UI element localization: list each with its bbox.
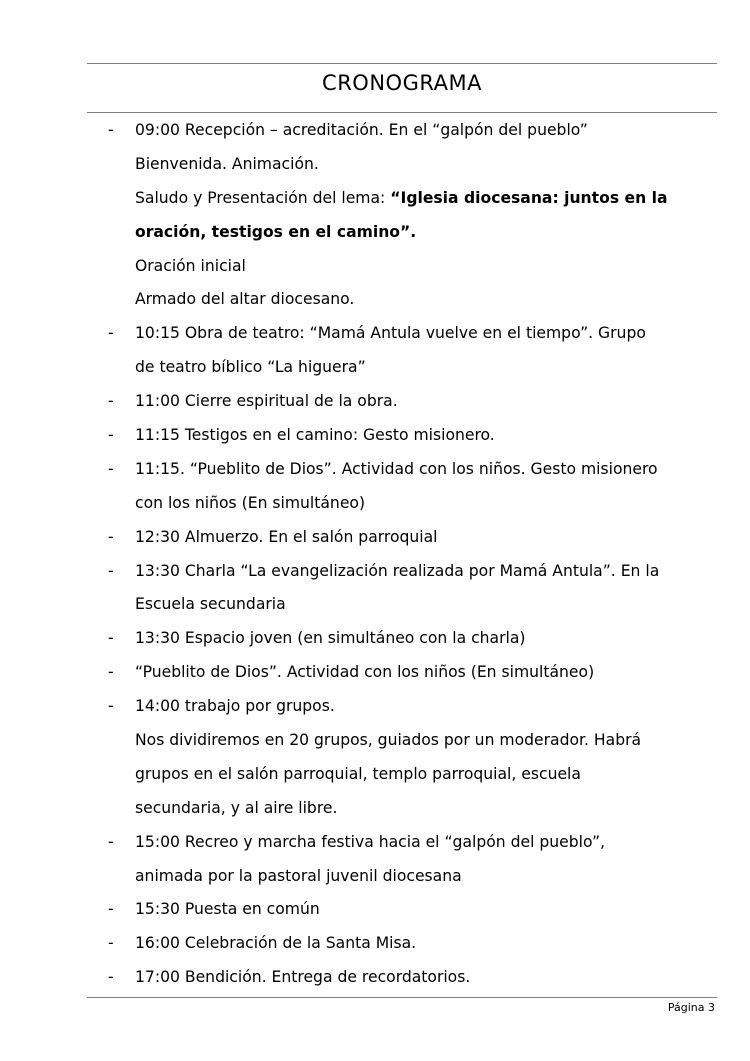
- item-text: Nos dividiremos en 20 grupos, guiados por un moderador. Habrá: [135, 731, 642, 750]
- schedule-item-0900: [108, 114, 723, 148]
- item-text: 12:30 Almuerzo. En el salón parroquial: [135, 527, 438, 546]
- schedule-item-1700: [108, 961, 723, 995]
- bullet-dash: -: [108, 459, 114, 478]
- bullet-dash: -: [108, 968, 114, 987]
- schedule-item-continuation: [108, 758, 723, 792]
- schedule-item-1115-kids: [108, 453, 723, 487]
- schedule-item-continuation: [108, 588, 723, 622]
- schedule-item-continuation: [108, 283, 723, 317]
- bullet-dash: -: [108, 900, 114, 919]
- bullet-dash: -: [108, 697, 114, 716]
- schedule-item-1330-youth: [108, 622, 723, 656]
- schedule-item-1400: [108, 690, 723, 724]
- item-text: secundaria, y al aire libre.: [135, 798, 338, 817]
- schedule-item-1600: [108, 927, 723, 961]
- schedule-item-continuation: [108, 792, 723, 826]
- schedule-item-1500: [108, 826, 723, 860]
- footer-rule: [87, 997, 717, 998]
- motto-text: oración, testigos en el camino”.: [135, 222, 417, 241]
- schedule-item-continuation: [108, 351, 723, 385]
- bullet-dash: -: [108, 392, 114, 411]
- item-text: de teatro bíblico “La higuera”: [135, 358, 366, 377]
- bullet-dash: -: [108, 527, 114, 546]
- item-text: 11:15. “Pueblito de Dios”. Actividad con los niños. Gesto misionero: [135, 459, 658, 478]
- item-text: 10:15 Obra de teatro: “Mamá Antula vuelve en el tiempo”. Grupo: [135, 324, 646, 343]
- schedule-item-continuation: [108, 216, 723, 250]
- item-text: 11:15 Testigos en el camino: Gesto misionero.: [135, 426, 495, 445]
- schedule-item-continuation: [108, 148, 723, 182]
- bullet-dash: -: [108, 832, 114, 851]
- schedule-list: [108, 114, 723, 995]
- bullet-dash: -: [108, 121, 114, 139]
- motto-text: “Iglesia diocesana: juntos en la: [390, 188, 668, 207]
- schedule-item-continuation: [108, 724, 723, 758]
- bullet-dash: -: [108, 324, 114, 343]
- bullet-dash: -: [108, 561, 114, 580]
- item-text: grupos en el salón parroquial, templo parroquial, escuela: [135, 764, 581, 783]
- page-title: CRONOGRAMA: [322, 71, 482, 95]
- page-number: Página 3: [667, 1001, 715, 1014]
- item-text: Saludo y Presentación del lema:: [135, 188, 391, 207]
- schedule-item-kids: [108, 656, 723, 690]
- schedule-item-1100: [108, 385, 723, 419]
- item-text: Bienvenida. Animación.: [135, 154, 319, 173]
- item-text: 15:30 Puesta en común: [135, 900, 320, 919]
- schedule-item-continuation: [108, 182, 723, 216]
- item-text: “Pueblito de Dios”. Actividad con los niños (En simultáneo): [135, 663, 595, 682]
- item-text: con los niños (En simultáneo): [135, 493, 366, 512]
- item-text: 16:00 Celebración de la Santa Misa.: [135, 934, 417, 953]
- schedule-item-1115: [108, 419, 723, 453]
- schedule-item-continuation: [108, 250, 723, 284]
- bullet-dash: -: [108, 663, 114, 682]
- item-text: 11:00 Cierre espiritual de la obra.: [135, 392, 398, 411]
- item-text: 17:00 Bendición. Entrega de recordatorios.: [135, 968, 471, 987]
- schedule-item-1330: [108, 555, 723, 589]
- bullet-dash: -: [108, 426, 114, 445]
- item-text: 13:30 Espacio joven (en simultáneo con la charla): [135, 629, 526, 648]
- item-text: Oración inicial: [135, 256, 246, 275]
- header-bottom-rule: [87, 112, 717, 113]
- bullet-dash: -: [108, 934, 114, 953]
- item-text: 15:00 Recreo y marcha festiva hacia el “galpón del pueblo”,: [135, 832, 606, 851]
- schedule-item-1530: [108, 893, 723, 927]
- item-text: 09:00 Recepción – acreditación. En el “galpón del pueblo”: [135, 121, 588, 139]
- bullet-dash: -: [108, 629, 114, 648]
- item-text: 14:00 trabajo por grupos.: [135, 697, 335, 716]
- schedule-item-1230: [108, 521, 723, 555]
- item-text: Armado del altar diocesano.: [135, 290, 355, 309]
- item-text: Escuela secundaria: [135, 595, 286, 614]
- schedule-item-continuation: [108, 487, 723, 521]
- item-text: 13:30 Charla “La evangelización realizada por Mamá Antula”. En la: [135, 561, 660, 580]
- item-text: animada por la pastoral juvenil diocesana: [135, 866, 462, 885]
- schedule-item-1015: [108, 317, 723, 351]
- schedule-item-continuation: [108, 860, 723, 894]
- header-top-rule: [87, 63, 717, 64]
